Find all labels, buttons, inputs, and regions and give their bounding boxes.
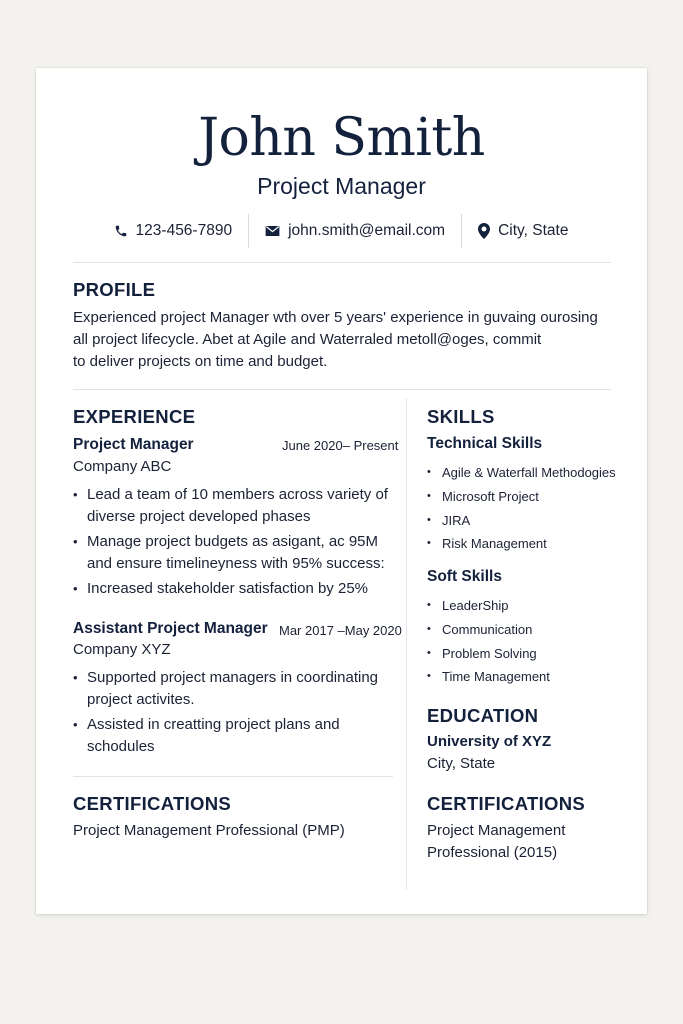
skill-item: • Microsoft Project xyxy=(427,485,616,509)
school-name: University of XYZ xyxy=(427,733,552,750)
soft-skills-list xyxy=(427,594,550,689)
profile-line: Experienced project Manager wth over 5 years' experience in guvaing ourosing xyxy=(73,309,598,326)
job-bullets xyxy=(73,667,391,761)
phone-icon xyxy=(114,223,128,239)
skill-item: • Agile & Waterfall Methodogies xyxy=(427,461,616,485)
skill-item: • Time Management xyxy=(427,665,550,689)
job-company: Company ABC xyxy=(73,458,172,475)
job-bullet: • Assisted in creatting project plans and schodules xyxy=(73,714,391,758)
soft-skills-heading: Soft Skills xyxy=(427,568,502,585)
certification-line: Project Management xyxy=(427,822,566,839)
school-location: City, State xyxy=(427,755,496,772)
certifications-heading: CERTIFICATIONS xyxy=(73,793,232,814)
phone-text[interactable]: 123-456-7890 xyxy=(135,222,233,239)
candidate-name: John Smith xyxy=(198,108,485,168)
job-bullet: • Supported project managers in coordinating project activites. xyxy=(73,667,391,711)
skill-item: • Problem Solving xyxy=(427,642,550,666)
job-bullet: • Increased stakeholder satisfaction by 25% xyxy=(73,578,391,600)
skill-item: • Communication xyxy=(427,618,550,642)
job-bullets xyxy=(73,484,391,603)
column-divider xyxy=(406,398,407,890)
divider xyxy=(73,262,611,263)
technical-skills-list xyxy=(427,461,616,556)
resume-page xyxy=(36,68,647,914)
location-text: City, State xyxy=(498,222,569,239)
email-text[interactable]: john.smith@email.com xyxy=(288,222,446,239)
profile-line: to deliver projects on time and budget. xyxy=(73,353,328,370)
contact-bar xyxy=(86,214,596,248)
education-heading: EDUCATION xyxy=(427,705,539,726)
technical-skills-heading: Technical Skills xyxy=(427,435,543,452)
contact-email xyxy=(249,214,461,248)
profile-line: all project lifecycle. Abet at Agile and Waterraled metoll@oges, commit xyxy=(73,331,542,348)
envelope-icon xyxy=(265,225,280,237)
job-dates: June 2020– Present xyxy=(282,438,399,453)
divider xyxy=(73,776,393,777)
location-pin-icon xyxy=(478,223,490,239)
skill-item: • JIRA xyxy=(427,509,616,533)
skill-item: • LeaderShip xyxy=(427,594,550,618)
contact-location xyxy=(462,214,584,248)
certification-item: Project Management Professional (PMP) xyxy=(73,822,345,839)
experience-heading: EXPERIENCE xyxy=(73,406,196,427)
job-bullet: • Manage project budgets as asigant, ac 95M and ensure timelineyness with 95% success: xyxy=(73,531,391,575)
skills-heading: SKILLS xyxy=(427,406,495,427)
job-dates: Mar 2017 –May 2020 xyxy=(279,623,402,638)
job-bullet: • Lead a team of 10 members across variety of diverse project developed phases xyxy=(73,484,391,528)
certification-line: Professional (2015) xyxy=(427,844,558,861)
job-title: Project Manager xyxy=(73,436,194,453)
job-title: Assistant Project Manager xyxy=(73,620,268,637)
skill-item: • Risk Management xyxy=(427,532,616,556)
profile-heading: PROFILE xyxy=(73,279,156,300)
certifications-heading: CERTIFICATIONS xyxy=(427,793,586,814)
candidate-title: Project Manager xyxy=(257,173,426,199)
contact-phone xyxy=(98,214,249,248)
divider xyxy=(73,389,611,390)
job-company: Company XYZ xyxy=(73,641,171,658)
